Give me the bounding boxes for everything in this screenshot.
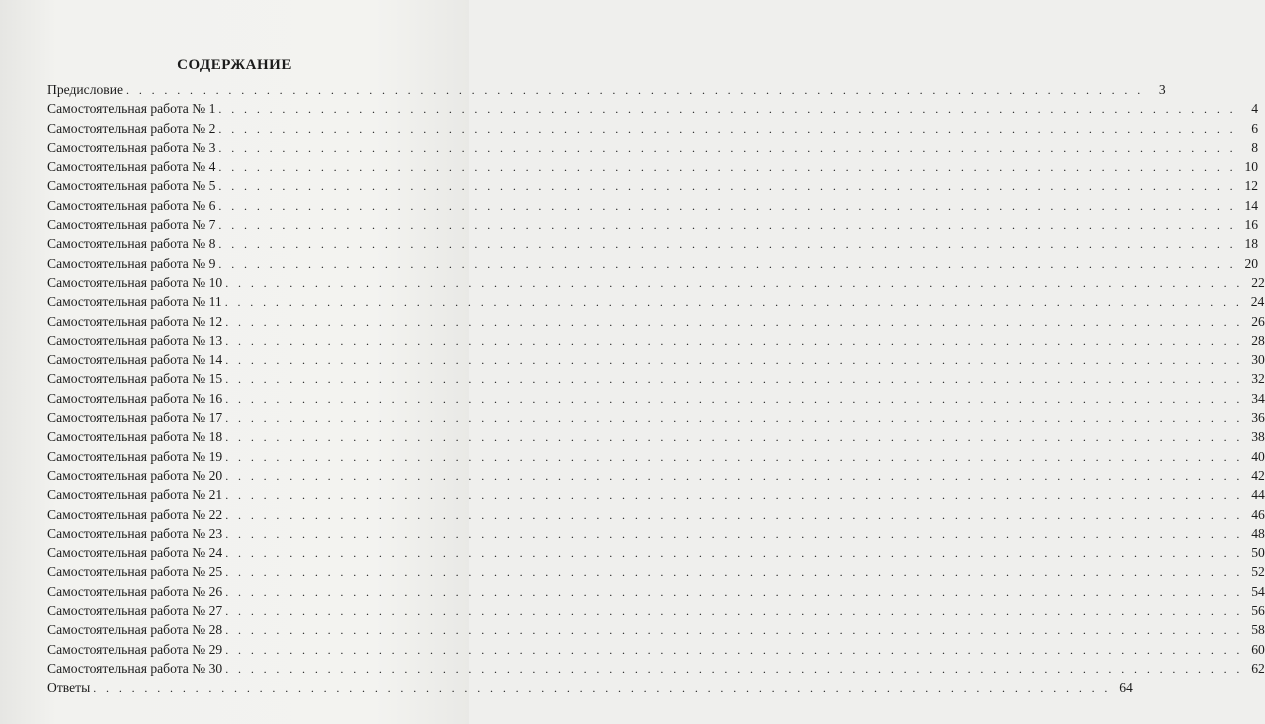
- toc-entry[interactable]: [47, 254, 1259, 273]
- toc-entry-label: Самостоятельная работа № 11: [47, 294, 222, 310]
- toc-entry-page-number: 10: [1244, 159, 1259, 175]
- toc-entry[interactable]: [47, 196, 1259, 215]
- toc-entry-label: Самостоятельная работа № 6: [47, 197, 216, 213]
- toc-dot-leader: . . . . . . . . . . . . . . . . . . . . . . . . . . . . . . . . . . . . . . . . . . . . . . . . . . . . . . . . . . . . . . . . . . . . . . . . . . . . . . . .: [93, 681, 1111, 696]
- toc-dot-leader: . . . . . . . . . . . . . . . . . . . . . . . . . . . . . . . . . . . . . . . . . . . . . . . . . . . . . . . . . . . . . . . . . . . . . . . . . . . . . . . .: [225, 333, 1243, 348]
- toc-dot-leader: . . . . . . . . . . . . . . . . . . . . . . . . . . . . . . . . . . . . . . . . . . . . . . . . . . . . . . . . . . . . . . . . . . . . . . . . . . . . . . . .: [225, 411, 1243, 426]
- toc-entry-label: Самостоятельная работа № 8: [47, 236, 216, 252]
- toc-entry[interactable]: [47, 408, 1265, 427]
- toc-entry-label: Самостоятельная работа № 23: [47, 525, 223, 541]
- toc-entry-label: Ответы: [47, 680, 91, 696]
- toc-entry-page-number: 52: [1251, 564, 1265, 580]
- toc-entry-page-number: 64: [1119, 680, 1133, 696]
- toc-dot-leader: . . . . . . . . . . . . . . . . . . . . . . . . . . . . . . . . . . . . . . . . . . . . . . . . . . . . . . . . . . . . . . . . . . . . . . . . . . . . . . . .: [218, 237, 1237, 252]
- toc-entry[interactable]: [47, 640, 1265, 659]
- toc-entry-label: Самостоятельная работа № 19: [47, 448, 223, 464]
- toc-entry-label: Самостоятельная работа № 27: [47, 603, 223, 619]
- toc-dot-leader: . . . . . . . . . . . . . . . . . . . . . . . . . . . . . . . . . . . . . . . . . . . . . . . . . . . . . . . . . . . . . . . . . . . . . . . . . . . . . . . .: [218, 140, 1237, 155]
- toc-entry-page-number: 26: [1251, 313, 1265, 329]
- toc-entry-page-number: 60: [1251, 641, 1265, 657]
- toc-entry-label: Самостоятельная работа № 17: [47, 410, 223, 426]
- toc-entry-label: Самостоятельная работа № 22: [47, 506, 223, 522]
- toc-entry[interactable]: [47, 138, 1259, 157]
- toc-entry-label: Самостоятельная работа № 24: [47, 545, 223, 561]
- toc-entry-label: Самостоятельная работа № 18: [47, 429, 223, 445]
- toc-entry[interactable]: [47, 427, 1265, 446]
- toc-entry-label: Самостоятельная работа № 10: [47, 274, 223, 290]
- toc-entry-label: Самостоятельная работа № 9: [47, 255, 216, 271]
- toc-entry[interactable]: [47, 678, 1133, 697]
- toc-entry[interactable]: [47, 543, 1265, 562]
- toc-entry[interactable]: [47, 562, 1265, 581]
- toc-dot-leader: . . . . . . . . . . . . . . . . . . . . . . . . . . . . . . . . . . . . . . . . . . . . . . . . . . . . . . . . . . . . . . . . . . . . . . . . . . . . . . . .: [225, 604, 1243, 619]
- toc-entry-page-number: 36: [1251, 410, 1265, 426]
- toc-dot-leader: . . . . . . . . . . . . . . . . . . . . . . . . . . . . . . . . . . . . . . . . . . . . . . . . . . . . . . . . . . . . . . . . . . . . . . . . . . . . . . . .: [225, 353, 1243, 368]
- toc-entry-label: Самостоятельная работа № 15: [47, 371, 223, 387]
- toc-entry-label: Предисловие: [47, 82, 124, 97]
- toc-entry-page-number: 24: [1250, 294, 1265, 310]
- toc-dot-leader: . . . . . . . . . . . . . . . . . . . . . . . . . . . . . . . . . . . . . . . . . . . . . . . . . . . . . . . . . . . . . . . . . . . . . . . . . . . . . . . .: [225, 449, 1243, 464]
- toc-entry-label: Самостоятельная работа № 3: [47, 139, 216, 155]
- toc-dot-leader: . . . . . . . . . . . . . . . . . . . . . . . . . . . . . . . . . . . . . . . . . . . . . . . . . . . . . . . . . . . . . . . . . . . . . . . . . . . . . . . .: [218, 160, 1237, 175]
- toc-entry-label: Самостоятельная работа № 1: [47, 101, 216, 117]
- toc-entry[interactable]: [47, 582, 1265, 601]
- toc-entry[interactable]: [47, 312, 1265, 331]
- toc-entry-page-number: 40: [1251, 448, 1265, 464]
- toc-entry-label: Самостоятельная работа № 21: [47, 487, 223, 503]
- toc-dot-leader: . . . . . . . . . . . . . . . . . . . . . . . . . . . . . . . . . . . . . . . . . . . . . . . . . . . . . . . . . . . . . . . . . . . . . . . . . . . . . . . .: [225, 391, 1243, 406]
- toc-dot-leader: . . . . . . . . . . . . . . . . . . . . . . . . . . . . . . . . . . . . . . . . . . . . . . . . . . . . . . . . . . . . . . . . . . . . . . . . . . . . . . . .: [225, 488, 1243, 503]
- toc-entry[interactable]: [47, 273, 1265, 292]
- toc-entry-page-number: 12: [1244, 178, 1259, 194]
- toc-entry-page-number: 20: [1244, 255, 1259, 271]
- toc-entry[interactable]: [47, 80, 1166, 99]
- toc-dot-leader: . . . . . . . . . . . . . . . . . . . . . . . . . . . . . . . . . . . . . . . . . . . . . . . . . . . . . . . . . . . . . . . . . . . . . . . . . . . . . . . .: [218, 179, 1237, 194]
- toc-entry-label: Самостоятельная работа № 26: [47, 583, 223, 599]
- toc-entry-label: Самостоятельная работа № 4: [47, 159, 216, 175]
- toc-dot-leader: . . . . . . . . . . . . . . . . . . . . . . . . . . . . . . . . . . . . . . . . . . . . . . . . . . . . . . . . . . . . . . . . . . . . . . . . . . . . . . . .: [218, 198, 1237, 213]
- toc-entry-page-number: 16: [1244, 217, 1259, 233]
- toc-entry-page-number: 14: [1244, 197, 1259, 213]
- toc-entry[interactable]: [47, 369, 1265, 388]
- toc-entry-page-number: 38: [1251, 429, 1265, 445]
- toc-entry-page-number: 3: [1158, 82, 1166, 97]
- toc-entry[interactable]: [47, 389, 1265, 408]
- toc-entry-page-number: 30: [1251, 352, 1265, 368]
- toc-entry[interactable]: [47, 466, 1265, 485]
- toc-dot-leader: . . . . . . . . . . . . . . . . . . . . . . . . . . . . . . . . . . . . . . . . . . . . . . . . . . . . . . . . . . . . . . . . . . . . . . . . . . . . . . . .: [218, 256, 1237, 271]
- toc-entry-label: Самостоятельная работа № 25: [47, 564, 223, 580]
- toc-entry[interactable]: [47, 601, 1265, 620]
- toc-entry-page-number: 22: [1251, 274, 1265, 290]
- toc-dot-leader: . . . . . . . . . . . . . . . . . . . . . . . . . . . . . . . . . . . . . . . . . . . . . . . . . . . . . . . . . . . . . . . . . . . . . . . . . . . . . . . .: [225, 372, 1243, 387]
- toc-entry-page-number: 8: [1251, 139, 1259, 155]
- toc-entry-page-number: 46: [1251, 506, 1265, 522]
- toc-entry-page-number: 4: [1251, 101, 1259, 117]
- toc-entry[interactable]: [47, 331, 1265, 350]
- toc-entry-label: Самостоятельная работа № 14: [47, 352, 223, 368]
- toc-entry-page-number: 54: [1251, 583, 1265, 599]
- toc-entry-label: Самостоятельная работа № 29: [47, 641, 223, 657]
- toc-entry-label: Самостоятельная работа № 28: [47, 622, 223, 638]
- toc-entry[interactable]: [47, 157, 1259, 176]
- toc-dot-leader: . . . . . . . . . . . . . . . . . . . . . . . . . . . . . . . . . . . . . . . . . . . . . . . . . . . . . . . . . . . . . . . . . . . . . . . . . . . . . . . .: [225, 546, 1243, 561]
- toc-entry[interactable]: [47, 215, 1259, 234]
- toc-dot-leader: . . . . . . . . . . . . . . . . . . . . . . . . . . . . . . . . . . . . . . . . . . . . . . . . . . . . . . . . . . . . . . . . . . . . . . . . . . . . . . . .: [225, 430, 1243, 445]
- toc-entry-page-number: 50: [1251, 545, 1265, 561]
- toc-entry-label: Самостоятельная работа № 16: [47, 390, 223, 406]
- toc-entry-page-number: 34: [1251, 390, 1265, 406]
- toc-entry-page-number: 58: [1251, 622, 1265, 638]
- toc-dot-leader: . . . . . . . . . . . . . . . . . . . . . . . . . . . . . . . . . . . . . . . . . . . . . . . . . . . . . . . . . . . . . . . . . . . . . . . . . . . . . . . .: [224, 295, 1243, 310]
- toc-dot-leader: . . . . . . . . . . . . . . . . . . . . . . . . . . . . . . . . . . . . . . . . . . . . . . . . . . . . . . . . . . . . . . . . . . . . . . . . . . . . . . . .: [225, 584, 1243, 599]
- toc-entry-label: Самостоятельная работа № 20: [47, 467, 223, 483]
- toc-entry[interactable]: [47, 505, 1265, 524]
- toc-entry[interactable]: [47, 447, 1265, 466]
- toc-entry-page-number: 44: [1251, 487, 1265, 503]
- toc-dot-leader: . . . . . . . . . . . . . . . . . . . . . . . . . . . . . . . . . . . . . . . . . . . . . . . . . . . . . . . . . . . . . . . . . . . . . . . . . . . . . . . .: [225, 565, 1243, 580]
- toc-entry[interactable]: [47, 292, 1265, 311]
- toc-entry[interactable]: [47, 620, 1265, 639]
- toc-dot-leader: . . . . . . . . . . . . . . . . . . . . . . . . . . . . . . . . . . . . . . . . . . . . . . . . . . . . . . . . . . . . . . . . . . . . . . . . . . . . . . . .: [225, 275, 1243, 290]
- toc-dot-leader: . . . . . . . . . . . . . . . . . . . . . . . . . . . . . . . . . . . . . . . . . . . . . . . . . . . . . . . . . . . . . . . . . . . . . . . . . . . . . . . .: [225, 642, 1243, 657]
- toc-entry-page-number: 6: [1251, 120, 1259, 136]
- toc-entry-label: Самостоятельная работа № 7: [47, 217, 216, 233]
- toc-dot-leader: . . . . . . . . . . . . . . . . . . . . . . . . . . . . . . . . . . . . . . . . . . . . . . . . . . . . . . . . . . . . . . . . . . . . . . . . . . . . . . . .: [225, 623, 1243, 638]
- toc-entry-page-number: 48: [1251, 525, 1265, 541]
- toc-entry-page-number: 56: [1251, 603, 1265, 619]
- toc-entry[interactable]: [47, 659, 1265, 678]
- toc-dot-leader: . . . . . . . . . . . . . . . . . . . . . . . . . . . . . . . . . . . . . . . . . . . . . . . . . . . . . . . . . . . . . . . . . . . . . . . . . . . . . . . .: [225, 468, 1243, 483]
- toc-entry-label: Самостоятельная работа № 12: [47, 313, 223, 329]
- toc-entry-page-number: 42: [1251, 467, 1265, 483]
- table-of-contents: [47, 80, 1265, 698]
- toc-entry[interactable]: [47, 99, 1259, 118]
- toc-entry-label: Самостоятельная работа № 2: [47, 120, 216, 136]
- toc-dot-leader: . . . . . . . . . . . . . . . . . . . . . . . . . . . . . . . . . . . . . . . . . . . . . . . . . . . . . . . . . . . . . . . . . . . . . . . . . . . . . . . .: [225, 507, 1243, 522]
- toc-entry[interactable]: [47, 119, 1259, 138]
- toc-entry[interactable]: [47, 176, 1259, 195]
- toc-entry-page-number: 62: [1251, 660, 1265, 676]
- toc-entry[interactable]: [47, 350, 1265, 369]
- toc-entry-page-number: 32: [1251, 371, 1265, 387]
- toc-entry[interactable]: [47, 524, 1265, 543]
- page-title: СОДЕРЖАНИЕ: [177, 57, 292, 74]
- toc-entry-label: Самостоятельная работа № 5: [47, 178, 216, 194]
- toc-dot-leader: . . . . . . . . . . . . . . . . . . . . . . . . . . . . . . . . . . . . . . . . . . . . . . . . . . . . . . . . . . . . . . . . . . . . . . . . . . . . . . . .: [126, 83, 1144, 97]
- toc-dot-leader: . . . . . . . . . . . . . . . . . . . . . . . . . . . . . . . . . . . . . . . . . . . . . . . . . . . . . . . . . . . . . . . . . . . . . . . . . . . . . . . .: [218, 218, 1237, 233]
- toc-entry[interactable]: [47, 485, 1265, 504]
- toc-entry[interactable]: [47, 234, 1259, 253]
- toc-dot-leader: . . . . . . . . . . . . . . . . . . . . . . . . . . . . . . . . . . . . . . . . . . . . . . . . . . . . . . . . . . . . . . . . . . . . . . . . . . . . . . . .: [218, 121, 1237, 136]
- toc-dot-leader: . . . . . . . . . . . . . . . . . . . . . . . . . . . . . . . . . . . . . . . . . . . . . . . . . . . . . . . . . . . . . . . . . . . . . . . . . . . . . . . .: [225, 314, 1243, 329]
- toc-dot-leader: . . . . . . . . . . . . . . . . . . . . . . . . . . . . . . . . . . . . . . . . . . . . . . . . . . . . . . . . . . . . . . . . . . . . . . . . . . . . . . . .: [225, 526, 1243, 541]
- toc-entry-label: Самостоятельная работа № 30: [47, 660, 223, 676]
- toc-entry-page-number: 28: [1251, 332, 1265, 348]
- toc-entry-page-number: 18: [1244, 236, 1259, 252]
- toc-entry-label: Самостоятельная работа № 13: [47, 332, 223, 348]
- toc-dot-leader: . . . . . . . . . . . . . . . . . . . . . . . . . . . . . . . . . . . . . . . . . . . . . . . . . . . . . . . . . . . . . . . . . . . . . . . . . . . . . . . .: [218, 102, 1237, 117]
- toc-dot-leader: . . . . . . . . . . . . . . . . . . . . . . . . . . . . . . . . . . . . . . . . . . . . . . . . . . . . . . . . . . . . . . . . . . . . . . . . . . . . . . . .: [225, 661, 1243, 676]
